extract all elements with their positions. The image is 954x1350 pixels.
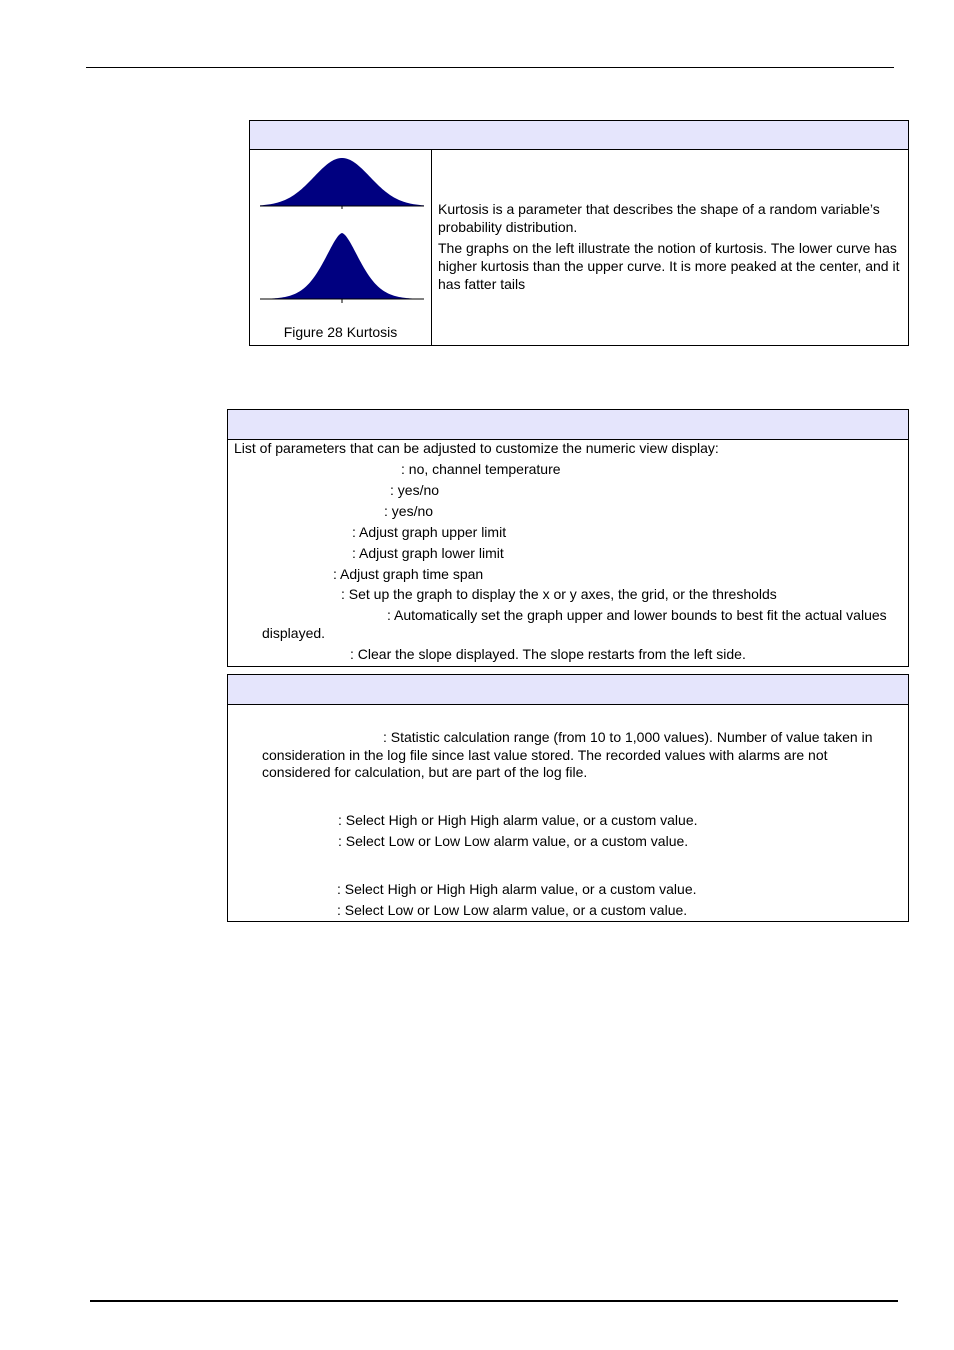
param-line: : Clear the slope displayed. The slope restarts from the left side. [350,646,746,662]
kurtosis-table-header [250,121,908,150]
param-line: displayed. [262,625,326,641]
footer-rule [90,1300,898,1302]
numeric-view-header [228,410,908,440]
param-line: : Automatically set the graph upper and lower bounds to best fit the actual values [387,607,887,623]
param-line: : Adjust graph time span [333,566,484,582]
kurtosis-paragraph: Kurtosis is a parameter that describes the shape of a random variable’s probability distribution. [438,201,880,235]
kurtosis-description [438,200,903,296]
figure-caption: Figure 28 Kurtosis [283,324,398,340]
alarm-line: : Select Low or Low Low alarm value, or a custom value. [337,902,688,918]
param-line: : yes/no [390,482,440,498]
statistics-header [228,675,908,705]
kurtosis-column-divider [431,149,432,345]
numeric-view-parameters-table [227,409,909,667]
param-line: : Set up the graph to display the x or y axes, the grid, or the thresholds [341,586,777,602]
numeric-view-intro: List of parameters that can be adjusted to customize the numeric view display: [234,440,719,456]
high-kurtosis-curve [260,229,424,305]
param-line: : yes/no [384,503,434,519]
high-kurtosis-fill [260,233,424,299]
alarm-line: : Select High or High High alarm value, or a custom value. [337,881,697,897]
stat-range-line: consideration in the log file since last value stored. The recorded values with alarms are not [262,747,828,763]
param-line: : no, channel temperature [401,461,561,477]
low-kurtosis-fill [260,158,424,206]
param-line: : Adjust graph upper limit [352,524,507,540]
header-rule [86,67,894,68]
stat-range-line: considered for calculation, but are part of the log file. [262,764,588,780]
kurtosis-paragraph: The graphs on the left illustrate the notion of kurtosis. The lower curve has higher kurtosis than the upper curve. It is more peaked at the center, and it has fatter tails [438,240,900,292]
low-kurtosis-curve [260,155,424,211]
stat-range-line: : Statistic calculation range (from 10 to 1,000 values). Number of value taken in [383,729,873,745]
kurtosis-table [249,120,909,346]
param-line: : Adjust graph lower limit [352,545,504,561]
statistics-parameters-table [227,674,909,922]
alarm-line: : Select Low or Low Low alarm value, or a custom value. [338,833,689,849]
alarm-line: : Select High or High High alarm value, or a custom value. [338,812,698,828]
